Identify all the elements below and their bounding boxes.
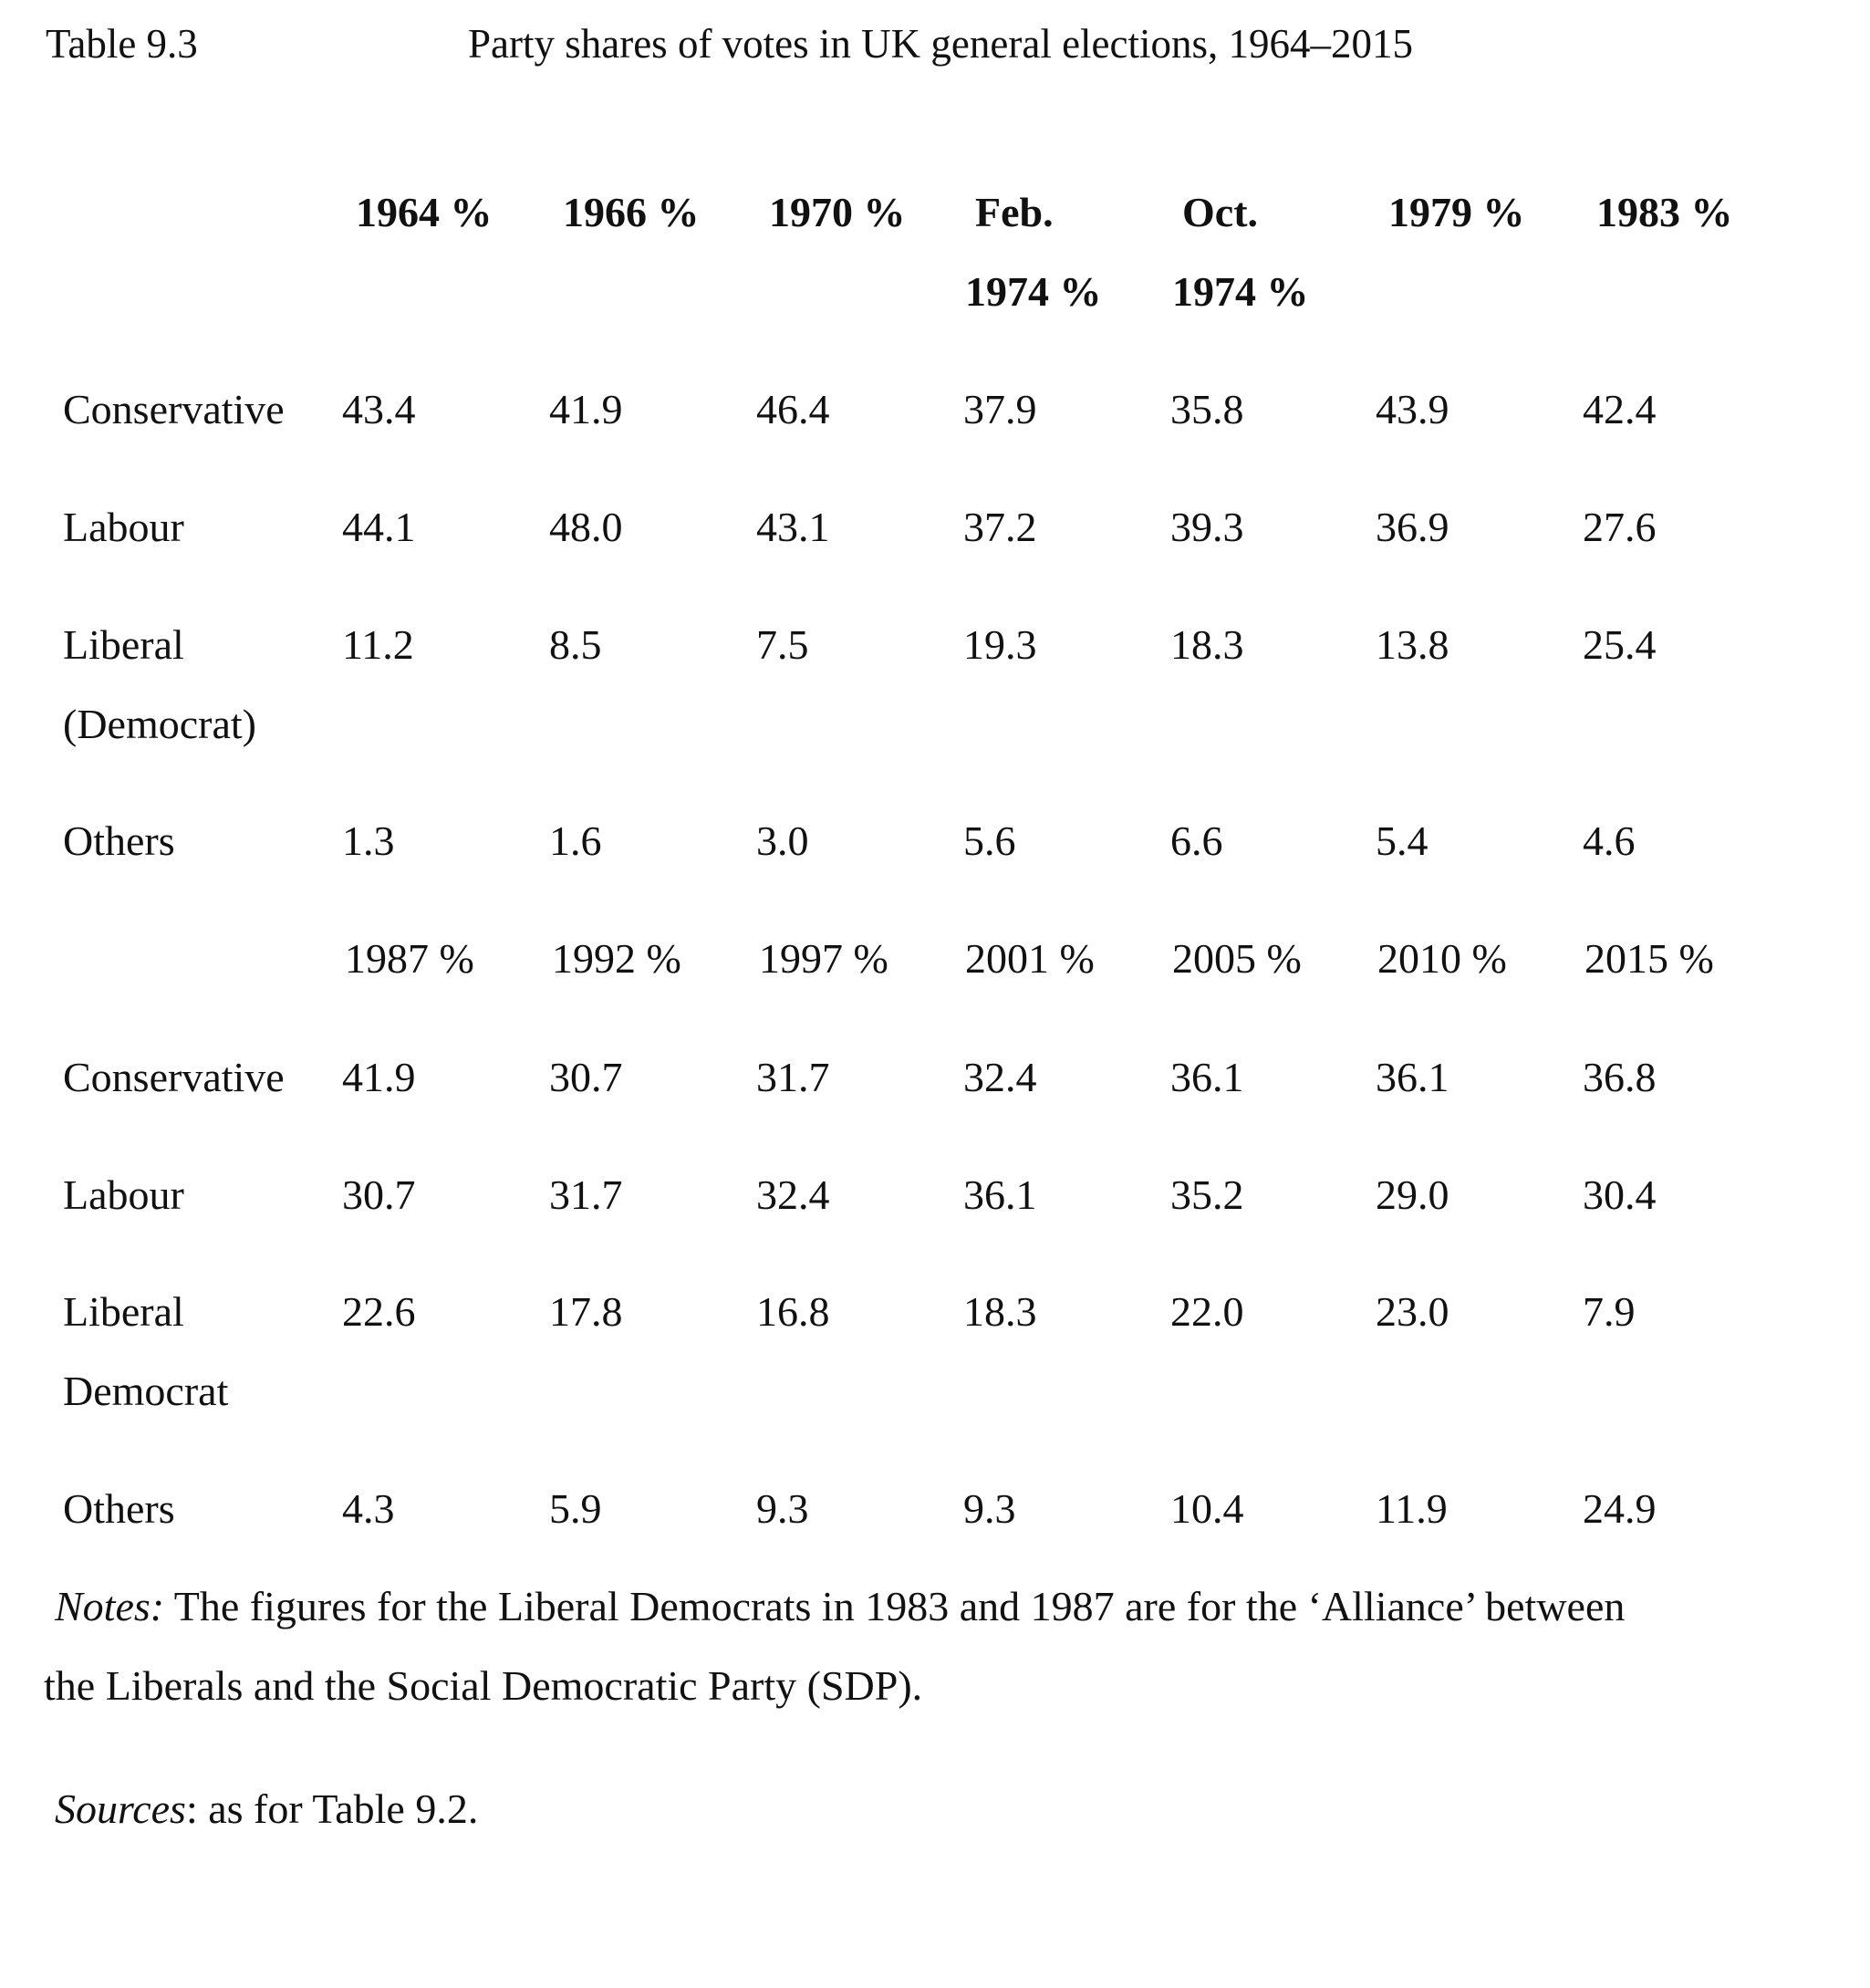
table-cell: 42.4 (1583, 386, 1657, 432)
table-cell: 22.6 (342, 1288, 416, 1335)
table-cell: 43.1 (756, 504, 830, 550)
table-cell: 7.9 (1583, 1288, 1636, 1335)
table-cell: 35.8 (1170, 386, 1244, 432)
sources-line (55, 1785, 479, 1832)
table-cell: 46.4 (756, 386, 830, 432)
table-cell: 23.0 (1376, 1288, 1449, 1335)
table-cell: 36.9 (1376, 504, 1449, 550)
col-header-1966: 1966 % (563, 189, 700, 235)
table-label: Table 9.3 (46, 21, 198, 67)
table-cell: 36.8 (1583, 1054, 1657, 1100)
table-cell: 5.6 (963, 817, 1016, 864)
table-cell: 8.5 (549, 621, 602, 668)
table-cell: 18.3 (963, 1288, 1037, 1335)
table-cell: 30.7 (342, 1171, 416, 1218)
row-label-liberal: Liberal (63, 1288, 184, 1335)
col-header-1987: 1987 % (345, 935, 474, 982)
table-cell: 39.3 (1170, 504, 1244, 550)
notes-label: Notes: (55, 1583, 165, 1629)
table-cell: 16.8 (756, 1288, 830, 1335)
row-label-liberal-line2: (Democrat) (63, 701, 256, 747)
table-cell: 17.8 (549, 1288, 623, 1335)
table-cell: 5.4 (1376, 817, 1428, 864)
col-header-oct1974-line2: 1974 % (1172, 268, 1309, 315)
table-cell: 11.2 (342, 621, 414, 668)
col-header-feb1974-line2: 1974 % (965, 268, 1102, 315)
table-cell: 30.7 (549, 1054, 623, 1100)
table-title: Party shares of votes in UK general elections, 1964–2015 (468, 21, 1414, 67)
table-cell: 19.3 (963, 621, 1037, 668)
row-label-labour: Labour (63, 1171, 184, 1218)
table-cell: 29.0 (1376, 1171, 1449, 1218)
row-label-liberal: Liberal (63, 621, 184, 668)
col-header-feb1974-line1: Feb. (975, 189, 1054, 235)
table-cell: 44.1 (342, 504, 416, 550)
col-header-2010: 2010 % (1377, 935, 1507, 982)
notes-line1 (55, 1583, 1626, 1629)
table-cell: 24.9 (1583, 1485, 1657, 1532)
col-header-1997: 1997 % (759, 935, 888, 982)
table-cell: 18.3 (1170, 621, 1244, 668)
col-header-2015: 2015 % (1584, 935, 1714, 982)
table-cell: 32.4 (756, 1171, 830, 1218)
table-cell: 31.7 (756, 1054, 830, 1100)
col-header-1979: 1979 % (1388, 189, 1525, 235)
table-cell: 5.9 (549, 1485, 602, 1532)
sources-label: Sources (55, 1785, 186, 1832)
row-label-conservative: Conservative (63, 386, 285, 432)
table-cell: 31.7 (549, 1171, 623, 1218)
notes-line2: the Liberals and the Social Democratic Party (SDP). (44, 1662, 923, 1709)
table-cell: 43.9 (1376, 386, 1449, 432)
table-cell: 41.9 (342, 1054, 416, 1100)
table-cell: 41.9 (549, 386, 623, 432)
col-header-2005: 2005 % (1172, 935, 1302, 982)
row-label-others: Others (63, 1485, 175, 1532)
table-cell: 36.1 (963, 1171, 1037, 1218)
table-cell: 37.9 (963, 386, 1037, 432)
row-label-liberal-line2: Democrat (63, 1368, 229, 1414)
table-cell: 4.3 (342, 1485, 395, 1532)
table-cell: 1.3 (342, 817, 395, 864)
table-cell: 36.1 (1170, 1054, 1244, 1100)
col-header-2001: 2001 % (965, 935, 1095, 982)
row-label-others: Others (63, 817, 175, 864)
sources-text: : as for Table 9.2. (185, 1785, 479, 1832)
table-cell: 35.2 (1170, 1171, 1244, 1218)
table-cell: 9.3 (756, 1485, 809, 1532)
col-header-oct1974-line1: Oct. (1182, 189, 1259, 235)
table-cell: 27.6 (1583, 504, 1657, 550)
table-cell: 32.4 (963, 1054, 1037, 1100)
table-cell: 7.5 (756, 621, 809, 668)
table-cell: 36.1 (1376, 1054, 1449, 1100)
col-header-1992: 1992 % (552, 935, 681, 982)
col-header-1964: 1964 % (356, 189, 493, 235)
table-cell: 22.0 (1170, 1288, 1244, 1335)
table-cell: 9.3 (963, 1485, 1016, 1532)
table-cell: 10.4 (1170, 1485, 1244, 1532)
row-label-conservative: Conservative (63, 1054, 285, 1100)
row-label-labour: Labour (63, 504, 184, 550)
table-cell: 48.0 (549, 504, 623, 550)
table-cell: 4.6 (1583, 817, 1636, 864)
table-cell: 43.4 (342, 386, 416, 432)
table-cell: 30.4 (1583, 1171, 1657, 1218)
table-cell: 3.0 (756, 817, 809, 864)
table-cell: 37.2 (963, 504, 1037, 550)
table-cell: 13.8 (1376, 621, 1449, 668)
table-cell: 25.4 (1583, 621, 1657, 668)
col-header-1970: 1970 % (769, 189, 906, 235)
col-header-1983: 1983 % (1596, 189, 1733, 235)
table-cell: 6.6 (1170, 817, 1223, 864)
table-cell: 1.6 (549, 817, 602, 864)
table-cell: 11.9 (1376, 1485, 1448, 1532)
notes-text: The figures for the Liberal Democrats in 1983 and 1987 are for the ‘Alliance’ between (164, 1583, 1626, 1629)
